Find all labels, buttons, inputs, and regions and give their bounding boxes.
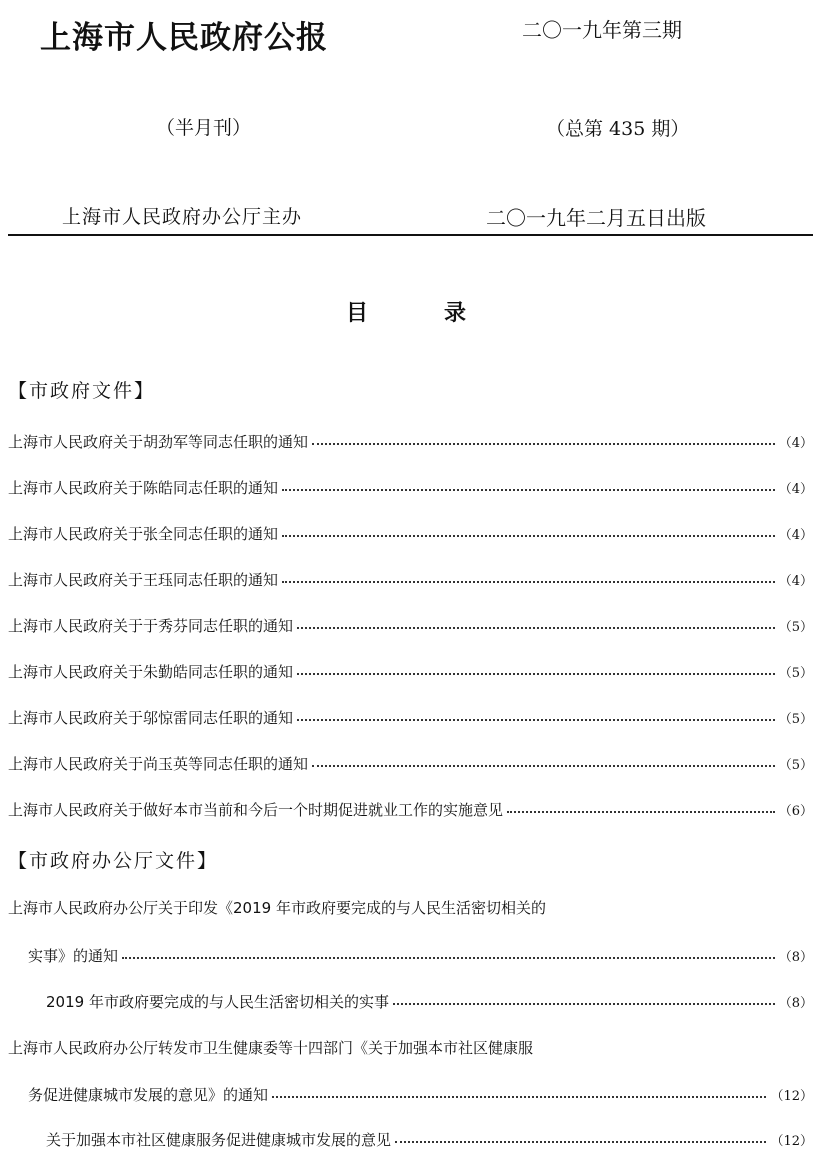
toc-entry[interactable] — [28, 942, 813, 968]
toc-entry-page: （5） — [778, 619, 813, 635]
toc-heading: 目录 — [346, 301, 543, 326]
toc-entry-page: （8） — [778, 995, 813, 1011]
toc-entry[interactable] — [28, 1081, 813, 1107]
section-title-general-office: 【市政府办公厅文件】 — [8, 850, 219, 872]
toc-entry-title: 上海市人民政府关于尚玉英等同志任职的通知 — [8, 754, 309, 773]
toc-entry[interactable] — [8, 520, 813, 546]
publication-frequency: （半月刊） — [156, 117, 252, 139]
toc-entry-page: （4） — [778, 481, 813, 497]
sponsor-line: 上海市人民政府办公厅主办 — [62, 206, 303, 228]
toc-entry-title: 上海市人民政府关于做好本市当前和今后一个时期促进就业工作的实施意见 — [8, 800, 504, 819]
toc-entry[interactable] — [8, 428, 813, 454]
dot-leader — [282, 489, 775, 491]
toc-entry-title: 实事》的通知 — [28, 946, 119, 965]
dot-leader — [393, 1003, 775, 1005]
dot-leader — [312, 765, 775, 767]
toc-entry-page: （8） — [778, 949, 813, 965]
dot-leader — [297, 673, 775, 675]
dot-leader — [312, 443, 775, 445]
dot-leader — [507, 811, 775, 813]
toc-entry-page: （4） — [778, 573, 813, 589]
issue-number: 二〇一九年第三期 — [522, 18, 682, 42]
toc-entry-title: 上海市人民政府关于王珏同志任职的通知 — [8, 570, 279, 589]
toc-entry-title: 上海市人民政府关于张全同志任职的通知 — [8, 524, 279, 543]
toc-entry-title: 关于加强本市社区健康服务促进健康城市发展的意见 — [46, 1130, 392, 1149]
toc-entry-title: 上海市人民政府关于陈皓同志任职的通知 — [8, 478, 279, 497]
dot-leader — [122, 957, 775, 959]
toc-entry-page: （5） — [778, 757, 813, 773]
toc-entry-page: （4） — [778, 527, 813, 543]
toc-entry-page: （12） — [770, 1088, 813, 1104]
dot-leader — [272, 1096, 766, 1098]
toc-entry-title: 2019 年市政府要完成的与人民生活密切相关的实事 — [46, 992, 389, 1011]
dot-leader — [282, 535, 775, 537]
publish-date: 二〇一九年二月五日出版 — [486, 206, 706, 230]
dot-leader — [297, 627, 775, 629]
toc-entry-page: （4） — [778, 435, 813, 451]
toc-entry-title: 上海市人民政府关于于秀芬同志任职的通知 — [8, 616, 294, 635]
toc-entry-title-line1[interactable]: 上海市人民政府办公厅关于印发《2019 年市政府要完成的与人民生活密切相关的 — [8, 899, 546, 917]
toc-entry-title: 上海市人民政府关于邬惊雷同志任职的通知 — [8, 708, 294, 727]
toc-entry-page: （5） — [778, 711, 813, 727]
toc-subentry[interactable] — [46, 988, 813, 1014]
toc-entry[interactable] — [8, 796, 813, 822]
header-divider — [8, 234, 813, 236]
toc-entry-title: 务促进健康城市发展的意见》的通知 — [28, 1085, 269, 1104]
toc-entry-page: （5） — [778, 665, 813, 681]
toc-entry[interactable] — [8, 566, 813, 592]
toc-entry-page: （12） — [770, 1133, 813, 1149]
dot-leader — [282, 581, 775, 583]
toc-entry[interactable] — [8, 704, 813, 730]
toc-entry-title: 上海市人民政府关于胡劲军等同志任职的通知 — [8, 432, 309, 451]
dot-leader — [297, 719, 775, 721]
toc-entry[interactable] — [8, 658, 813, 684]
toc-entry-title: 上海市人民政府关于朱勤皓同志任职的通知 — [8, 662, 294, 681]
toc-entry[interactable] — [8, 750, 813, 776]
toc-entry[interactable] — [8, 474, 813, 500]
toc-entry-title-line1[interactable]: 上海市人民政府办公厅转发市卫生健康委等十四部门《关于加强本市社区健康服 — [8, 1039, 534, 1057]
toc-subentry[interactable] — [46, 1126, 813, 1152]
section-title-municipal-government: 【市政府文件】 — [8, 380, 156, 402]
toc-entry-page: （6） — [778, 803, 813, 819]
total-issue-number: （总第 435 期） — [546, 118, 690, 140]
dot-leader — [395, 1141, 766, 1143]
publication-title: 上海市人民政府公报 — [40, 20, 328, 56]
toc-entry[interactable] — [8, 612, 813, 638]
